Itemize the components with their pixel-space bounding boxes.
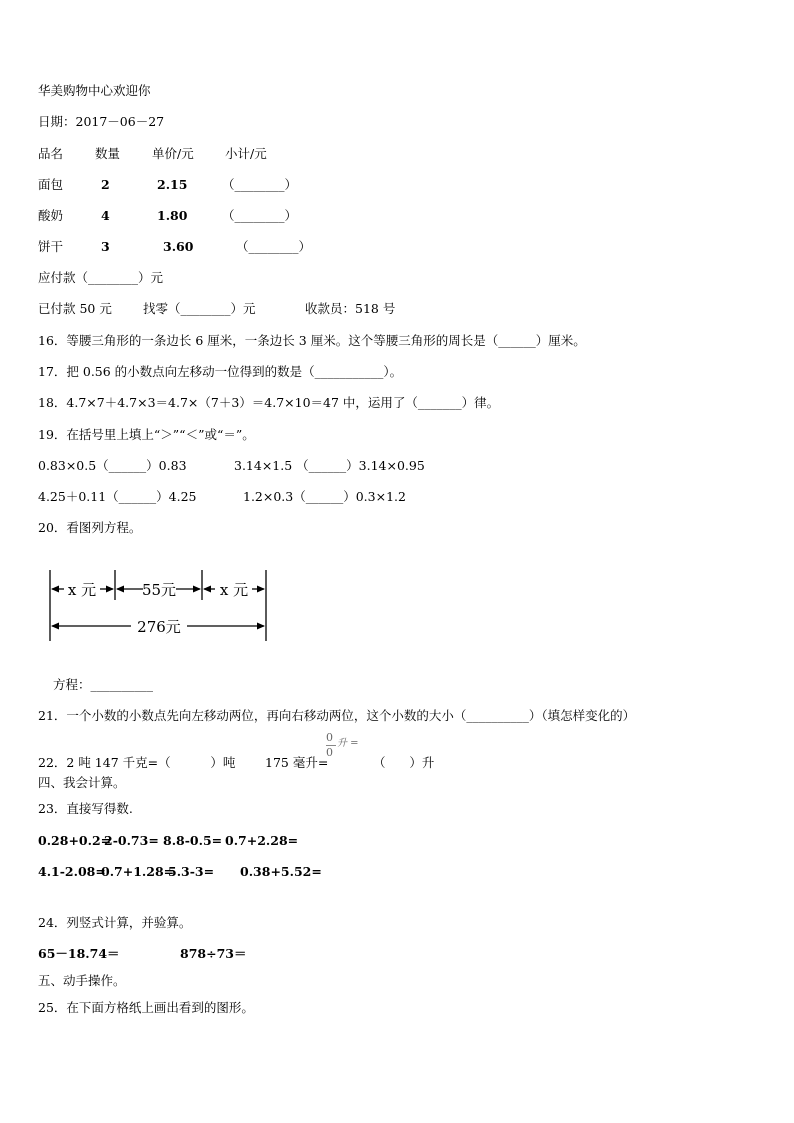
header-qty: 数量 <box>95 146 121 161</box>
total-length-label: 276元 <box>137 618 181 636</box>
question-16[interactable]: 16．等腰三角形的一条边长 6 厘米，一条边长 3 厘米。这个等腰三角形的周长是（______）厘米。 <box>38 333 586 348</box>
equation-answer[interactable]: 方程：__________ <box>53 677 154 692</box>
item-name: 面包 <box>38 177 64 192</box>
amount-due[interactable]: 应付款（________）元 <box>38 270 164 285</box>
segment-left-label: x 元 <box>67 581 97 599</box>
calc-item: 8.8-0.5= <box>163 833 223 848</box>
compare-item[interactable]: 3.14×1.5 （______）3.14×0.95 <box>234 458 425 473</box>
item-price: 1.80 <box>157 208 188 223</box>
header-subtotal: 小计/元 <box>225 146 267 161</box>
item-subtotal-blank[interactable]: （________） <box>236 239 312 254</box>
question-22-part1[interactable]: 22．2 吨 147 千克=（ ）吨 <box>38 755 236 770</box>
fraction-numerator: 0 <box>326 731 333 744</box>
compare-item[interactable]: 1.2×0.3（______）0.3×1.2 <box>243 489 406 504</box>
item-qty: 4 <box>101 208 110 223</box>
amount-paid: 已付款 50 元 <box>38 301 112 316</box>
calc-item: 0.7+1.28= <box>101 864 175 879</box>
question-24-title: 24．列竖式计算，并验算。 <box>38 915 192 930</box>
question-22-part3[interactable]: （ ）升 <box>373 755 435 770</box>
calc-item: 5.3-3= <box>168 864 215 879</box>
item-name: 酸奶 <box>38 208 64 223</box>
cashier: 收款员：518 号 <box>305 301 396 316</box>
item-name: 饼干 <box>38 239 64 254</box>
fraction-denominator: 0 <box>326 746 333 759</box>
question-23-title: 23．直接写得数. <box>38 801 133 816</box>
store-title: 华美购物中心欢迎你 <box>38 83 151 98</box>
question-17[interactable]: 17．把 0.56 的小数点向左移动一位得到的数是（___________）。 <box>38 364 403 379</box>
question-25: 25．在下面方格纸上画出看到的图形。 <box>38 1000 254 1015</box>
compare-item[interactable]: 0.83×0.5（______）0.83 <box>38 458 187 473</box>
item-subtotal-blank[interactable]: （________） <box>222 208 298 223</box>
header-name: 品名 <box>38 146 64 161</box>
question-18[interactable]: 18．4.7×7＋4.7×3＝4.7×（7＋3）＝4.7×10＝47 中，运用了（_______）律。 <box>38 395 500 410</box>
calc-item: 0.7+2.28= <box>225 833 299 848</box>
calc-item: 0.28+0.2= <box>38 833 112 848</box>
line-segment-diagram <box>40 565 280 645</box>
segment-middle-label: 55元 <box>141 581 177 599</box>
section-4-heading: 四、我会计算。 <box>38 775 126 790</box>
item-qty: 2 <box>101 177 110 192</box>
item-price: 3.60 <box>163 239 194 254</box>
segment-right-label: x 元 <box>219 581 249 599</box>
question-19-title: 19．在括号里上填上“＞”“＜”或“＝”。 <box>38 427 255 442</box>
question-20-title: 20．看图列方程。 <box>38 520 142 535</box>
item-price: 2.15 <box>157 177 188 192</box>
receipt-date: 日期：2017－06－27 <box>38 114 165 129</box>
section-5-heading: 五、动手操作。 <box>38 973 126 988</box>
compare-item[interactable]: 4.25＋0.11（______）4.25 <box>38 489 197 504</box>
vertical-calc-item: 878÷73＝ <box>180 946 247 961</box>
item-qty: 3 <box>101 239 110 254</box>
calc-item: 0.38+5.52= <box>240 864 322 879</box>
calc-item: 2-0.73= <box>104 833 159 848</box>
item-subtotal-blank[interactable]: （________） <box>222 177 298 192</box>
header-price: 单价/元 <box>152 146 194 161</box>
vertical-calc-item: 65－18.74＝ <box>38 946 120 961</box>
change-blank[interactable]: 找零（________）元 <box>143 301 256 316</box>
fraction-unit: 升 = <box>337 738 359 749</box>
question-21[interactable]: 21．一个小数的小数点先向左移动两位，再向右移动两位，这个小数的大小（__________）（填怎样变化的） <box>38 708 636 723</box>
question-22-part2: 175 毫升= <box>265 755 329 770</box>
fraction-expression <box>326 732 366 760</box>
calc-item: 4.1-2.08= <box>38 864 106 879</box>
